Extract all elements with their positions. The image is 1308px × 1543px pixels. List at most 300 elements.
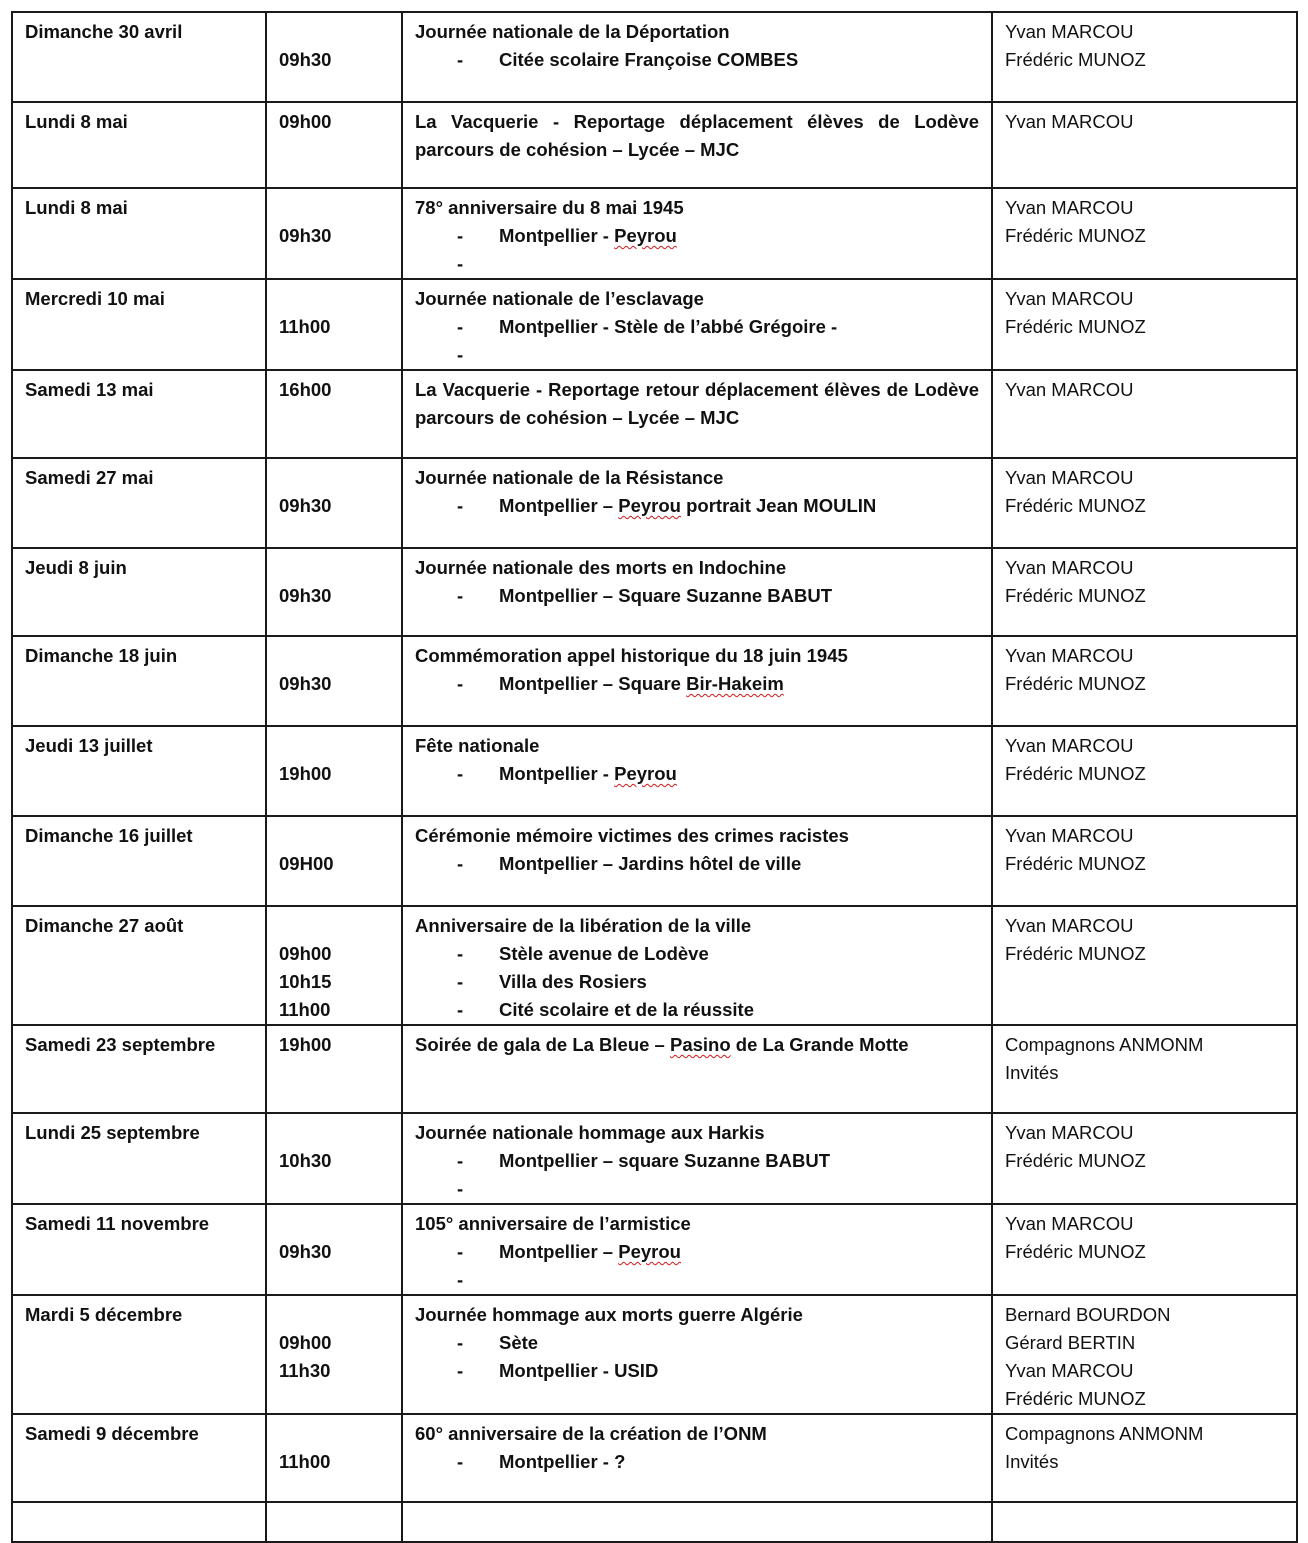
event-date: Jeudi 13 juillet — [25, 735, 153, 756]
date-cell — [12, 12, 266, 102]
bullet-dash: - — [457, 999, 464, 1020]
participant-list — [993, 1114, 1296, 1175]
event-time: 09h30 — [279, 495, 332, 516]
event-date: Dimanche 27 août — [25, 915, 184, 936]
event-cell — [402, 816, 992, 906]
table-row — [12, 1414, 1297, 1502]
date-cell — [12, 1113, 266, 1204]
list-item-text — [499, 1238, 681, 1266]
event-title — [415, 1119, 979, 1147]
location-text: Citée scolaire Françoise COMBES — [499, 49, 799, 70]
table-row — [12, 636, 1297, 726]
list-item — [415, 250, 979, 278]
location-name: Peyrou — [618, 495, 681, 516]
event-time: 11h00 — [279, 999, 331, 1020]
event-details — [403, 371, 991, 432]
event-date: Lundi 8 mai — [25, 197, 128, 218]
table-row — [12, 1025, 1297, 1113]
table-row — [12, 726, 1297, 816]
participant-name: Yvan MARCOU — [1005, 288, 1134, 309]
bullet-dash: - — [457, 853, 464, 874]
date-cell — [12, 548, 266, 636]
table-row — [12, 1295, 1297, 1414]
event-title — [415, 18, 979, 46]
participants-cell — [992, 1295, 1297, 1414]
time-cell — [266, 102, 402, 188]
participant-name: Frédéric MUNOZ — [1005, 495, 1146, 516]
time-cell — [266, 1025, 402, 1113]
event-time: 19h00 — [279, 1034, 332, 1055]
event-time — [279, 194, 389, 222]
event-cell — [402, 188, 992, 279]
event-title-text: 105° anniversaire de l’armistice — [415, 1213, 691, 1234]
event-time — [279, 18, 389, 46]
participants-cell — [992, 816, 1297, 906]
event-details — [403, 459, 991, 520]
table-row — [12, 1113, 1297, 1204]
list-item — [415, 46, 979, 74]
participant-name: Yvan MARCOU — [1005, 825, 1134, 846]
event-details — [403, 1114, 991, 1203]
bullet-dash: - — [457, 1451, 464, 1472]
event-title-text: Soirée de gala de La Bleue – — [415, 1034, 670, 1055]
table-row — [12, 12, 1297, 102]
list-item — [415, 968, 979, 996]
list-item — [415, 1238, 979, 1266]
participant-list — [993, 1205, 1296, 1266]
location-name: Bir-Hakeim — [686, 673, 784, 694]
event-details — [403, 727, 991, 788]
date-cell — [12, 726, 266, 816]
event-date: Dimanche 16 juillet — [25, 825, 193, 846]
list-item — [415, 670, 979, 698]
list-item-text — [499, 46, 798, 74]
time-cell — [266, 1295, 402, 1414]
list-item-text — [499, 968, 647, 996]
list-item — [415, 1175, 979, 1203]
participant-list — [993, 280, 1296, 341]
table-row — [12, 188, 1297, 279]
event-time: 09h30 — [279, 225, 332, 246]
event-details — [403, 1205, 991, 1294]
date-cell — [12, 279, 266, 370]
event-title — [415, 464, 979, 492]
event-details — [403, 1415, 991, 1476]
time-cell — [266, 370, 402, 458]
time-list — [267, 817, 401, 878]
event-time: 11h00 — [279, 316, 331, 337]
list-item-text — [499, 1448, 625, 1476]
event-time: 09h30 — [279, 1241, 332, 1262]
table-row — [12, 370, 1297, 458]
bullet-dash: - — [457, 316, 464, 337]
bullet-dash: - — [457, 1178, 464, 1199]
time-list — [267, 1114, 401, 1175]
event-date: Dimanche 18 juin — [25, 645, 178, 666]
time-cell — [266, 548, 402, 636]
list-item — [415, 1448, 979, 1476]
empty-cell — [12, 1502, 266, 1542]
event-time: 10h15 — [279, 971, 332, 992]
event-cell — [402, 1113, 992, 1204]
event-title — [415, 912, 979, 940]
time-list — [267, 13, 401, 74]
event-cell — [402, 1295, 992, 1414]
bullet-dash: - — [457, 225, 464, 246]
participant-name: Gérard BERTIN — [1005, 1332, 1136, 1353]
location-text: Montpellier - ? — [499, 1451, 626, 1472]
event-cell — [402, 279, 992, 370]
event-cell — [402, 458, 992, 548]
location-text: Cité scolaire et de la réussite — [499, 999, 755, 1020]
event-date: Samedi 9 décembre — [25, 1423, 199, 1444]
participant-list — [993, 637, 1296, 698]
date-cell — [12, 102, 266, 188]
participant-name: Frédéric MUNOZ — [1005, 225, 1146, 246]
time-cell — [266, 458, 402, 548]
time-list — [267, 1296, 401, 1385]
event-title-place: Pasino — [670, 1034, 731, 1055]
participant-name: Frédéric MUNOZ — [1005, 1388, 1146, 1409]
participant-list — [993, 549, 1296, 610]
date-cell — [12, 458, 266, 548]
list-item-text — [499, 1357, 658, 1385]
participant-name: Yvan MARCOU — [1005, 915, 1134, 936]
list-item-text — [499, 850, 801, 878]
participant-name: Yvan MARCOU — [1005, 557, 1134, 578]
event-title-text: La Vacquerie - Reportage déplacement élèves de Lodève parcours de cohésion – Lycée – MJC — [415, 111, 979, 160]
event-title — [415, 1301, 979, 1329]
time-list — [267, 727, 401, 788]
event-title-text: Journée nationale hommage aux Harkis — [415, 1122, 765, 1143]
date-cell — [12, 636, 266, 726]
location-text: Stèle avenue de Lodève — [499, 943, 709, 964]
event-cell — [402, 906, 992, 1025]
event-date: Dimanche 30 avril — [25, 21, 183, 42]
time-list — [267, 637, 401, 698]
list-item-text — [499, 670, 784, 698]
participant-name: Invités — [1005, 1062, 1059, 1083]
event-title-text: Journée nationale de la Déportation — [415, 21, 730, 42]
list-item-text — [499, 760, 677, 788]
time-list — [267, 459, 401, 520]
event-details — [403, 549, 991, 610]
event-cell — [402, 1025, 992, 1113]
event-time — [279, 732, 389, 760]
time-cell — [266, 188, 402, 279]
participants-cell — [992, 12, 1297, 102]
location-name: Peyrou — [618, 1241, 681, 1262]
participant-name: Frédéric MUNOZ — [1005, 763, 1146, 784]
participants-cell — [992, 188, 1297, 279]
list-item — [415, 1147, 979, 1175]
participant-name: Yvan MARCOU — [1005, 379, 1134, 400]
bullet-dash: - — [457, 49, 464, 70]
participants-cell — [992, 279, 1297, 370]
participant-name: Invités — [1005, 1451, 1059, 1472]
event-date: Mardi 5 décembre — [25, 1304, 183, 1325]
event-time — [279, 912, 389, 940]
bullet-dash: - — [457, 1241, 464, 1262]
participants-cell — [992, 726, 1297, 816]
location-name: Peyrou — [614, 763, 677, 784]
table-row — [12, 906, 1297, 1025]
participant-list — [993, 371, 1296, 404]
time-list — [267, 1415, 401, 1476]
event-title-text: Journée hommage aux morts guerre Algérie — [415, 1304, 803, 1325]
event-title — [415, 822, 979, 850]
list-item — [415, 760, 979, 788]
event-title — [415, 642, 979, 670]
table-row — [12, 458, 1297, 548]
time-list — [267, 907, 401, 1024]
event-date: Samedi 13 mai — [25, 379, 154, 400]
bullet-dash: - — [457, 495, 464, 516]
table-row — [12, 816, 1297, 906]
event-title — [415, 554, 979, 582]
list-item — [415, 222, 979, 250]
date-cell — [12, 1204, 266, 1295]
bullet-dash: - — [457, 1150, 464, 1171]
bullet-dash: - — [457, 1269, 464, 1290]
event-details — [403, 1026, 991, 1059]
participant-name: Frédéric MUNOZ — [1005, 1241, 1146, 1262]
participant-name: Yvan MARCOU — [1005, 645, 1134, 666]
participant-name: Compagnons ANMONM — [1005, 1423, 1204, 1444]
event-time — [279, 464, 389, 492]
participant-list — [993, 1026, 1296, 1087]
event-details — [403, 1296, 991, 1385]
participants-cell — [992, 370, 1297, 458]
table-row — [12, 279, 1297, 370]
event-details — [403, 907, 991, 1024]
participant-name: Frédéric MUNOZ — [1005, 943, 1146, 964]
participants-cell — [992, 906, 1297, 1025]
participant-name: Frédéric MUNOZ — [1005, 585, 1146, 606]
event-title-text: La Vacquerie - Reportage retour déplacement élèves de Lodève parcours de cohésion – Lycée – MJC — [415, 379, 979, 428]
event-time: 09h00 — [279, 1332, 332, 1353]
event-title-text: Journée nationale de la Résistance — [415, 467, 724, 488]
event-cell — [402, 102, 992, 188]
table-row-empty — [12, 1502, 1297, 1542]
date-cell — [12, 1414, 266, 1502]
location-text: Montpellier – — [499, 495, 619, 516]
event-date: Lundi 25 septembre — [25, 1122, 200, 1143]
location-text: Montpellier – — [499, 1241, 619, 1262]
event-time: 09h30 — [279, 585, 332, 606]
event-title-text: Journée nationale de l’esclavage — [415, 288, 704, 309]
date-cell — [12, 1025, 266, 1113]
participants-cell — [992, 1414, 1297, 1502]
participant-list — [993, 1296, 1296, 1413]
date-cell — [12, 1295, 266, 1414]
empty-cell — [402, 1502, 992, 1542]
time-list — [267, 1205, 401, 1266]
location-text: Montpellier - — [499, 225, 615, 246]
list-item-text — [499, 1147, 830, 1175]
participants-cell — [992, 1025, 1297, 1113]
list-item — [415, 313, 979, 341]
list-item-text — [499, 222, 677, 250]
time-list — [267, 103, 401, 136]
participant-name: Frédéric MUNOZ — [1005, 853, 1146, 874]
participant-list — [993, 907, 1296, 968]
location-suffix: portrait Jean MOULIN — [680, 495, 877, 516]
event-title — [415, 1420, 979, 1448]
table-row — [12, 102, 1297, 188]
participants-cell — [992, 1204, 1297, 1295]
event-time: 09h30 — [279, 673, 332, 694]
time-cell — [266, 816, 402, 906]
participant-name: Yvan MARCOU — [1005, 1213, 1134, 1234]
event-time: 19h00 — [279, 763, 332, 784]
event-time — [279, 1119, 389, 1147]
time-cell — [266, 636, 402, 726]
list-item — [415, 1266, 979, 1294]
event-time — [279, 822, 389, 850]
participant-name: Frédéric MUNOZ — [1005, 1150, 1146, 1171]
list-item-text — [499, 996, 754, 1024]
event-cell — [402, 370, 992, 458]
list-item — [415, 582, 979, 610]
location-text: Montpellier - USID — [499, 1360, 659, 1381]
event-details — [403, 189, 991, 278]
event-time: 09H00 — [279, 853, 334, 874]
participant-list — [993, 189, 1296, 250]
event-date: Samedi 23 septembre — [25, 1034, 216, 1055]
event-title — [415, 285, 979, 313]
event-time: 11h30 — [279, 1360, 331, 1381]
participant-name: Bernard BOURDON — [1005, 1304, 1171, 1325]
event-date: Samedi 27 mai — [25, 467, 154, 488]
location-text: Villa des Rosiers — [499, 971, 647, 992]
participants-cell — [992, 548, 1297, 636]
event-cell — [402, 636, 992, 726]
date-cell — [12, 188, 266, 279]
event-title-text: Journée nationale des morts en Indochine — [415, 557, 787, 578]
list-item-text — [499, 1329, 538, 1357]
event-details — [403, 103, 991, 164]
table-row — [12, 1204, 1297, 1295]
event-title — [415, 732, 979, 760]
time-list — [267, 549, 401, 610]
participant-name: Yvan MARCOU — [1005, 735, 1134, 756]
event-time — [279, 1420, 389, 1448]
date-cell — [12, 906, 266, 1025]
event-time: 09h30 — [279, 49, 332, 70]
event-cell — [402, 1204, 992, 1295]
list-item — [415, 341, 979, 369]
event-time: 11h00 — [279, 1451, 331, 1472]
event-date: Mercredi 10 mai — [25, 288, 165, 309]
time-cell — [266, 1414, 402, 1502]
participant-list — [993, 1415, 1296, 1476]
list-item-text — [499, 940, 709, 968]
event-title — [415, 194, 979, 222]
participant-name: Yvan MARCOU — [1005, 467, 1134, 488]
event-title-text: Commémoration appel historique du 18 juin 1945 — [415, 645, 848, 666]
bullet-dash: - — [457, 344, 464, 365]
date-cell — [12, 370, 266, 458]
bullet-dash: - — [457, 971, 464, 992]
participant-name: Yvan MARCOU — [1005, 1360, 1134, 1381]
participant-name: Yvan MARCOU — [1005, 111, 1134, 132]
participant-name: Yvan MARCOU — [1005, 1122, 1134, 1143]
events-table — [11, 11, 1298, 1543]
events-table-body — [12, 12, 1297, 1542]
event-details — [403, 280, 991, 369]
event-title — [415, 1031, 979, 1059]
time-cell — [266, 906, 402, 1025]
location-name: Peyrou — [614, 225, 677, 246]
event-cell — [402, 548, 992, 636]
event-date: Lundi 8 mai — [25, 111, 128, 132]
participant-list — [993, 817, 1296, 878]
participants-cell — [992, 458, 1297, 548]
location-text: Montpellier – square Suzanne BABUT — [499, 1150, 830, 1171]
empty-cell — [992, 1502, 1297, 1542]
participant-name: Frédéric MUNOZ — [1005, 49, 1146, 70]
empty-cell — [266, 1502, 402, 1542]
event-cell — [402, 1414, 992, 1502]
list-item-text — [499, 582, 832, 610]
time-cell — [266, 1113, 402, 1204]
bullet-dash: - — [457, 1360, 464, 1381]
participant-name: Yvan MARCOU — [1005, 197, 1134, 218]
time-cell — [266, 279, 402, 370]
date-cell — [12, 816, 266, 906]
location-text: Montpellier – Jardins hôtel de ville — [499, 853, 802, 874]
time-cell — [266, 1204, 402, 1295]
event-time: 16h00 — [279, 379, 332, 400]
time-list — [267, 371, 401, 404]
participants-cell — [992, 636, 1297, 726]
time-list — [267, 189, 401, 250]
participant-list — [993, 13, 1296, 74]
event-cell — [402, 12, 992, 102]
list-item — [415, 1329, 979, 1357]
event-title-text: Cérémonie mémoire victimes des crimes racistes — [415, 825, 849, 846]
participants-cell — [992, 1113, 1297, 1204]
list-item-text — [499, 492, 876, 520]
event-details — [403, 13, 991, 74]
bullet-dash: - — [457, 253, 464, 274]
location-text: Montpellier - Stèle de l’abbé Grégoire - — [499, 316, 838, 337]
bullet-dash: - — [457, 943, 464, 964]
bullet-dash: - — [457, 673, 464, 694]
location-text: Montpellier – Square — [499, 673, 687, 694]
time-list — [267, 1026, 401, 1059]
event-title — [415, 376, 979, 432]
event-time — [279, 554, 389, 582]
bullet-dash: - — [457, 763, 464, 784]
participant-name: Frédéric MUNOZ — [1005, 316, 1146, 337]
list-item — [415, 492, 979, 520]
event-title — [415, 108, 979, 164]
event-title-text: 78° anniversaire du 8 mai 1945 — [415, 197, 684, 218]
event-details — [403, 637, 991, 698]
event-time — [279, 1301, 389, 1329]
bullet-dash: - — [457, 585, 464, 606]
event-details — [403, 817, 991, 878]
event-cell — [402, 726, 992, 816]
table-row — [12, 548, 1297, 636]
participant-list — [993, 103, 1296, 136]
event-title-text: 60° anniversaire de la création de l’ONM — [415, 1423, 767, 1444]
time-list — [267, 280, 401, 341]
list-item — [415, 940, 979, 968]
event-time: 09h00 — [279, 943, 332, 964]
